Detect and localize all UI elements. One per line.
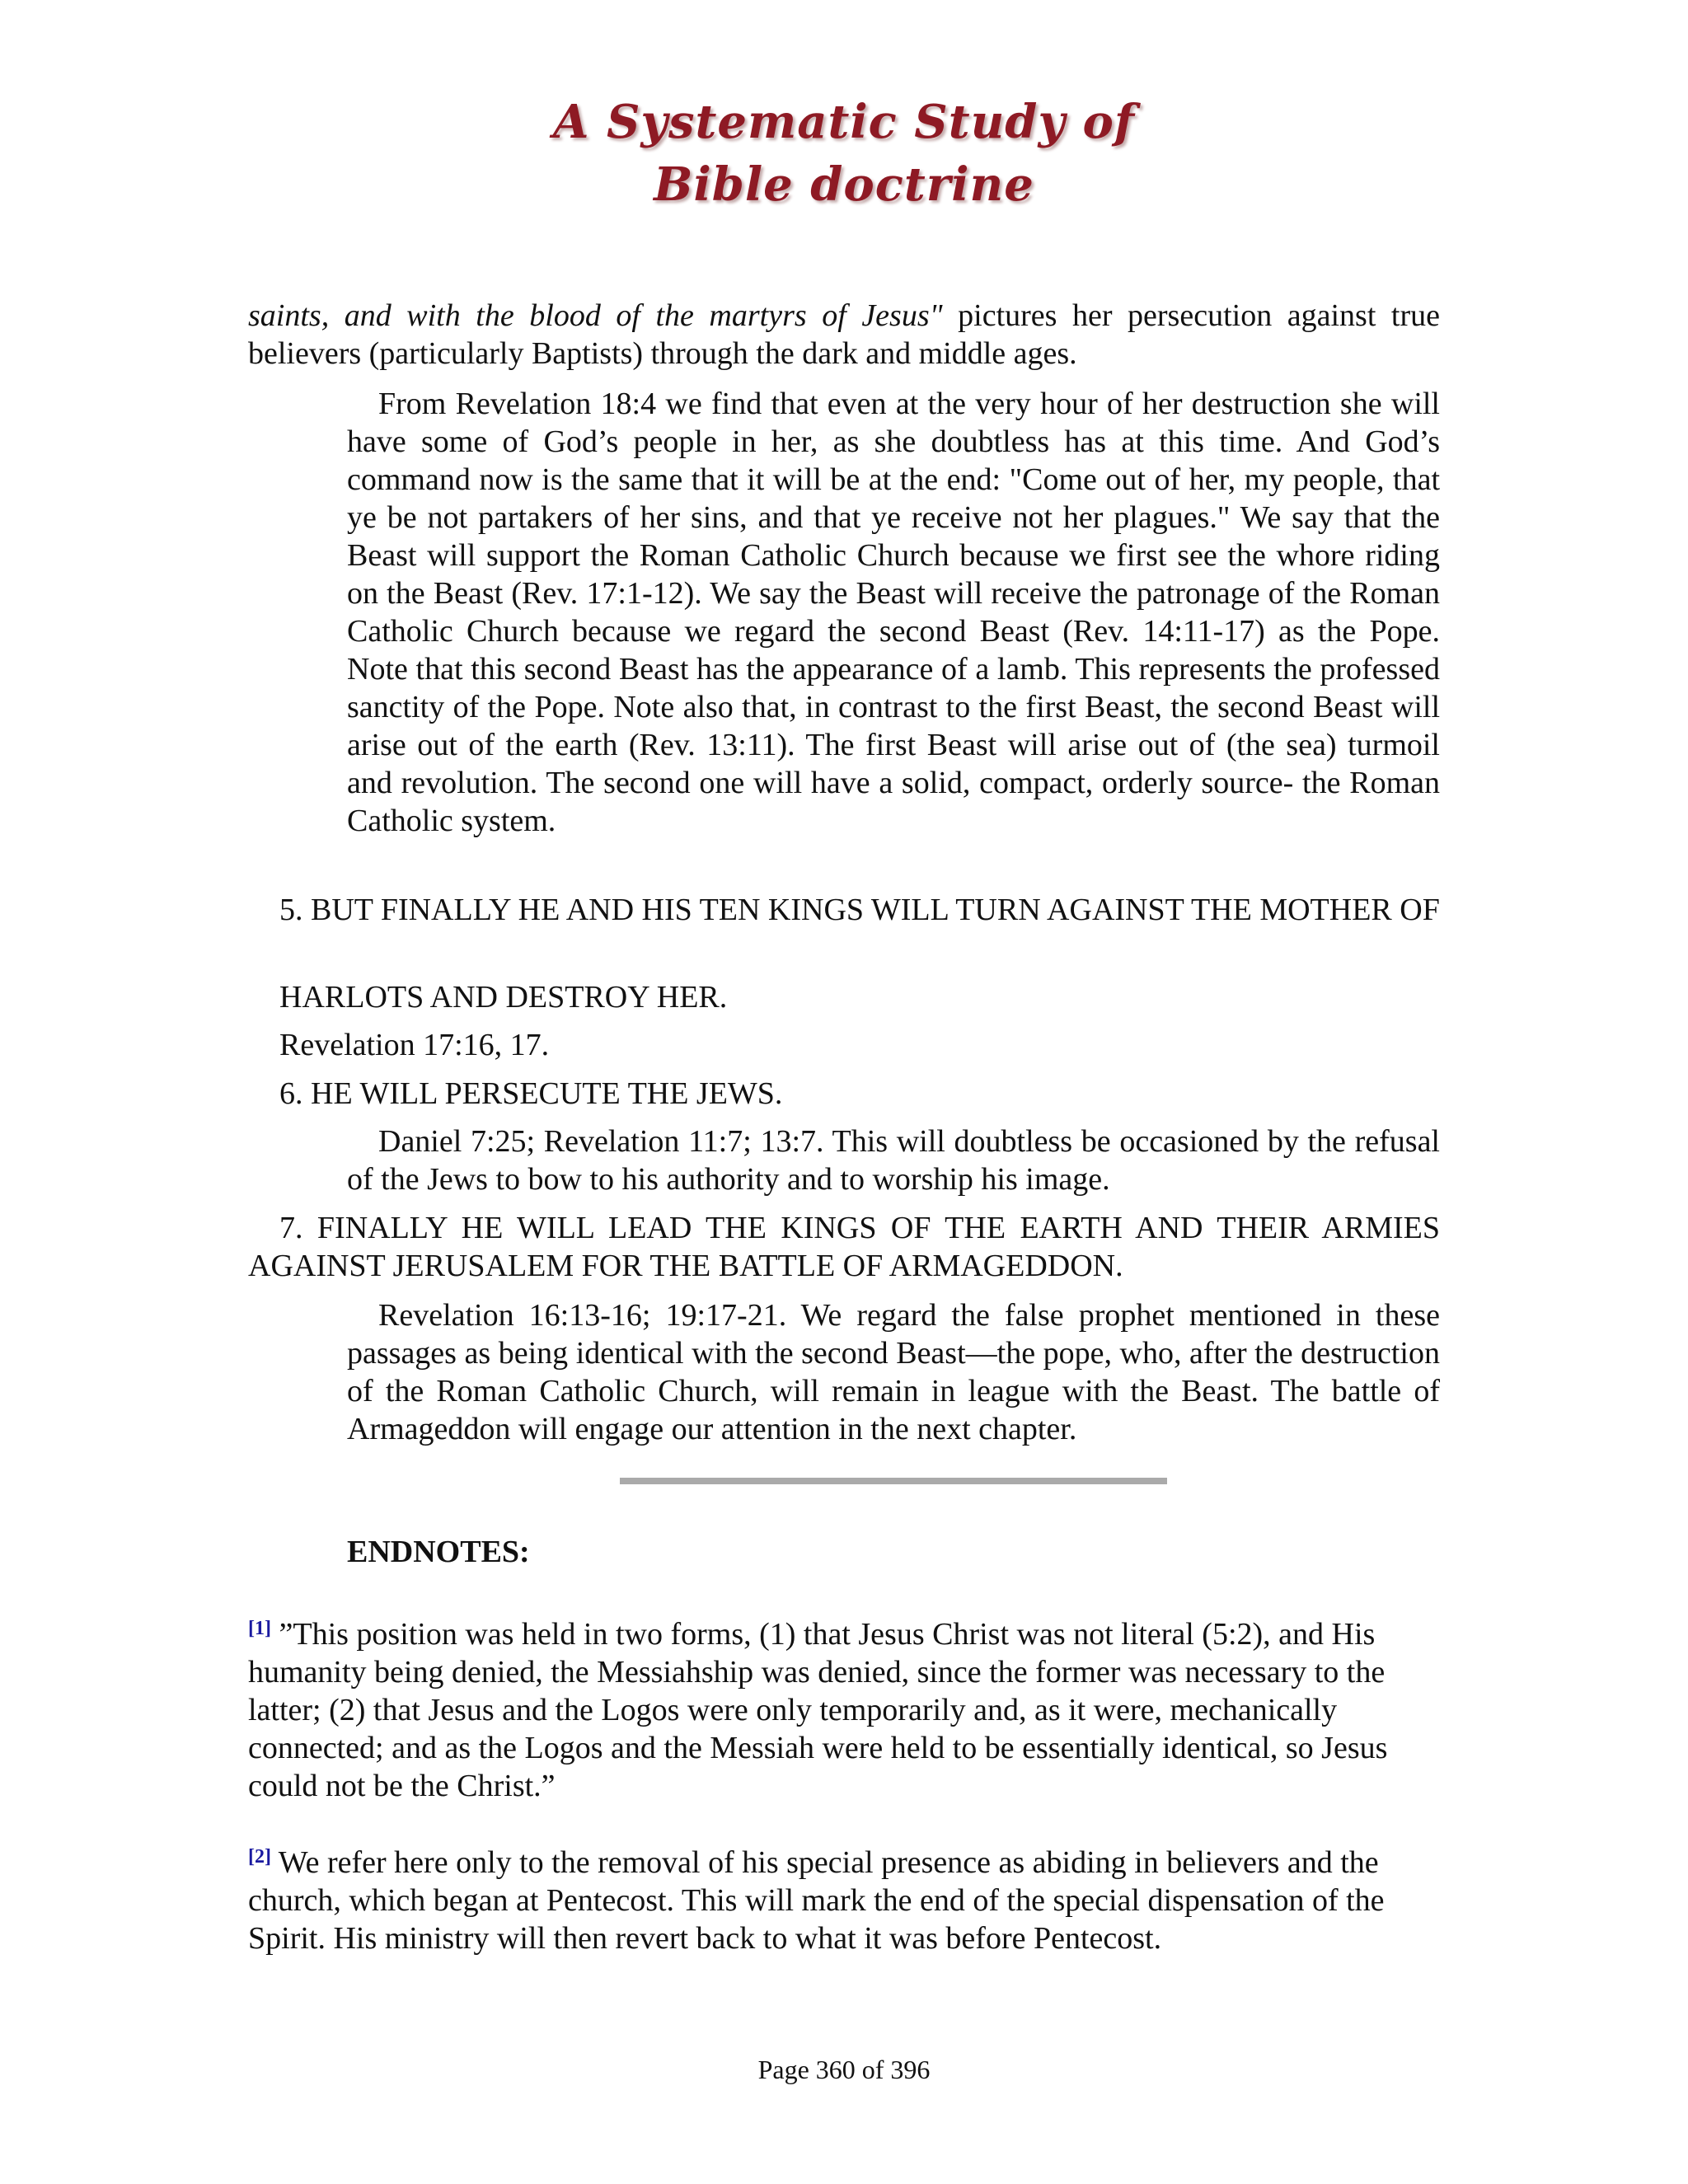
paragraph-point-7: Revelation 16:13-16; 19:17-21. We regard the false prophet mentioned in these passages as being identical with the second Beast—the pope, who, after the destruction of the Roman Catholic Church, will remain in league with the Beast. The battle of Armageddon will engage our attention in the next chapter. [347, 1298, 1440, 1446]
endnote-1 [248, 1610, 1440, 1805]
logo-title-line-2: Bible doctrine [654, 157, 1034, 212]
endnote-2-link[interactable]: [2] [248, 1846, 271, 1868]
endnote-2-text: We refer here only to the removal of his special presence as abiding in believers and the church, which began at Pentecost. This will mark the end of the special dispensation of the Spirit. His ministry will then revert back to what it was before Pentecost. [248, 1845, 1385, 1956]
heading-point-5: 5. BUT FINALLY HE AND HIS TEN KINGS WILL TURN AGAINST THE MOTHER OF [279, 893, 1440, 927]
page-number: Page 360 of 396 [757, 2055, 931, 2084]
paragraph-point-6: Daniel 7:25; Revelation 11:7; 13:7. This will doubtless be occasioned by the refusal of the Jews to bow to his authority and to worship his image. [347, 1124, 1440, 1197]
paragraph-continuation [248, 297, 1440, 373]
endnote-1-link[interactable]: [1] [248, 1618, 271, 1639]
paragraph-text: pictures her persecution against true believers (particularly Baptists) through the dark and middle ages. [248, 298, 1441, 371]
horizontal-divider [620, 1478, 1167, 1484]
reference-point-5: Revelation 17:16, 17. [279, 1028, 550, 1062]
paragraph-revelation-18: From Revelation 18:4 we find that even at the very hour of her destruction she will have some of God’s people in her, as she doubtless has at this time. And God’s command now is the same that it will be at the end: "Come out of her, my people, that ye be not partakers of her sins, and that ye receive not her plagues." We say that the Beast will support the Roman Catholic Church because we first see the whore riding on the Beast (Rev. 17:1-12). We say the Beast will receive the patronage of the Roman Catholic Church because we regard the second Beast (Rev. 14:11-17) as the Pope. Note that this second Beast has the appearance of a lamb. This represents the professed sanctity of the Pope. Note also that, in contrast to the first Beast, the second Beast will arise out of the earth (Rev. 13:11). The first Beast will arise out of (the sea) turmoil and revolution. The second one will have a solid, compact, orderly source- the Roman Catholic system. [347, 387, 1440, 838]
heading-point-5-continued: HARLOTS AND DESTROY HER. [279, 980, 728, 1015]
header-logo [511, 91, 1177, 223]
endnote-1-text: ”This position was held in two forms, (1) that Jesus Christ was not literal (5:2), and His humanity being denied, the Messiahship was denied, since the former was necessary to the latter; (2) that Jesus and the Logos were only temporarily and, as it were, mechanically connected; and as the Logos and the Messiah were held to be essentially identical, so Jesus could not be the Christ.” [248, 1617, 1388, 1803]
logo-title-line-1: A Systematic Study of [553, 95, 1135, 149]
heading-point-7: 7. FINALLY HE WILL LEAD THE KINGS OF THE EARTH AND THEIR ARMIES AGAINST JERUSALEM FOR THE BATTLE OF ARMAGEDDON. [248, 1211, 1440, 1283]
scripture-quote: saints, and with the blood of the martyrs of Jesus" [248, 298, 943, 333]
endnote-2 [248, 1838, 1440, 1957]
heading-point-6: 6. HE WILL PERSECUTE THE JEWS. [279, 1076, 783, 1111]
endnotes-heading: ENDNOTES: [347, 1535, 530, 1569]
